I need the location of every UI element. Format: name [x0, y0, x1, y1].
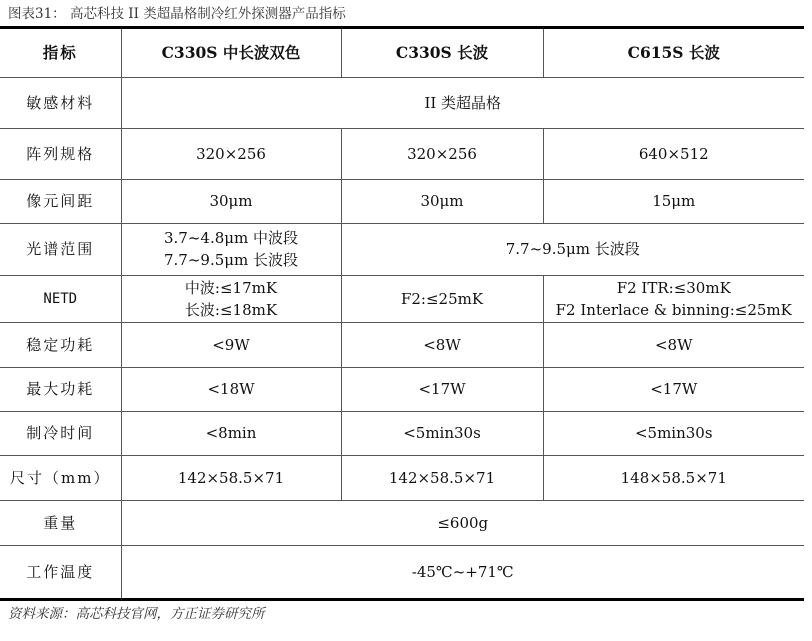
table-row [0, 411, 804, 455]
pitch-c615s-long: 15μm [543, 179, 804, 223]
row-label-max-power: 最大功耗 [0, 367, 121, 411]
spectrum-long-wave: 7.7~9.5μm 长波段 [163, 251, 299, 269]
size-c330s-dual: 142×58.5×71 [121, 455, 341, 500]
size-c330s-long: 142×58.5×71 [341, 455, 543, 500]
netd-c615s-long [543, 275, 804, 322]
table-row [0, 275, 804, 322]
max-power-c330s-dual: <18W [121, 367, 341, 411]
steady-power-c615s-long: <8W [543, 322, 804, 367]
material-value: II 类超晶格 [121, 77, 804, 128]
max-power-c615s-long: <17W [543, 367, 804, 411]
table-header-row [0, 29, 804, 77]
netd-mid-wave: 中波:≤17mK [184, 278, 278, 297]
netd-c330s-long: F2:≤25mK [341, 275, 543, 322]
table-row [0, 223, 804, 275]
row-label-material: 敏感材料 [0, 77, 121, 128]
max-power-c330s-long: <17W [341, 367, 543, 411]
netd-itr: F2 ITR:≤30mK [616, 278, 731, 297]
header-c330s-long: C330S 长波 [341, 29, 543, 77]
netd-interlace: F2 Interlace & binning:≤25mK [555, 300, 792, 319]
spectrum-c330s-dual [121, 223, 341, 275]
row-label-weight: 重量 [0, 500, 121, 545]
spectrum-mid-wave: 3.7~4.8μm 中波段 [163, 229, 299, 247]
table-row [0, 367, 804, 411]
figure-source: 资料来源：高芯科技官网，方正证券研究所 [8, 606, 265, 622]
row-label-spectrum: 光谱范围 [0, 223, 121, 275]
header-metric: 指标 [0, 29, 121, 77]
array-c615s-long: 640×512 [543, 128, 804, 179]
cooldown-c330s-long: <5min30s [341, 411, 543, 455]
temperature-value: -45℃~+71℃ [121, 545, 804, 598]
row-label-cooldown: 制冷时间 [0, 411, 121, 455]
weight-value: ≤600g [121, 500, 804, 545]
spec-table [0, 29, 804, 598]
table-row [0, 545, 804, 598]
array-c330s-dual: 320×256 [121, 128, 341, 179]
header-c615s-long: C615S 长波 [543, 29, 804, 77]
pitch-c330s-dual: 30μm [121, 179, 341, 223]
figure-title: 图表31： 高芯科技 II 类超晶格制冷红外探测器产品指标 [8, 6, 346, 22]
pitch-c330s-long: 30μm [341, 179, 543, 223]
table-row [0, 128, 804, 179]
row-label-netd: NETD [0, 275, 121, 322]
row-label-size: 尺寸（mm） [0, 455, 121, 500]
cooldown-c615s-long: <5min30s [543, 411, 804, 455]
steady-power-c330s-dual: <9W [121, 322, 341, 367]
spectrum-long: 7.7~9.5μm 长波段 [341, 223, 804, 275]
row-label-pitch: 像元间距 [0, 179, 121, 223]
cooldown-c330s-dual: <8min [121, 411, 341, 455]
table-row [0, 322, 804, 367]
steady-power-c330s-long: <8W [341, 322, 543, 367]
table-row [0, 179, 804, 223]
array-c330s-long: 320×256 [341, 128, 543, 179]
bottom-rule [0, 598, 804, 601]
table-row [0, 455, 804, 500]
row-label-array: 阵列规格 [0, 128, 121, 179]
netd-c330s-dual [121, 275, 341, 322]
netd-long-wave: 长波:≤18mK [184, 300, 278, 319]
header-c330s-dual: C330S 中长波双色 [121, 29, 341, 77]
table-row [0, 77, 804, 128]
row-label-steady-power: 稳定功耗 [0, 322, 121, 367]
size-c615s-long: 148×58.5×71 [543, 455, 804, 500]
table-row [0, 500, 804, 545]
row-label-temperature: 工作温度 [0, 545, 121, 598]
